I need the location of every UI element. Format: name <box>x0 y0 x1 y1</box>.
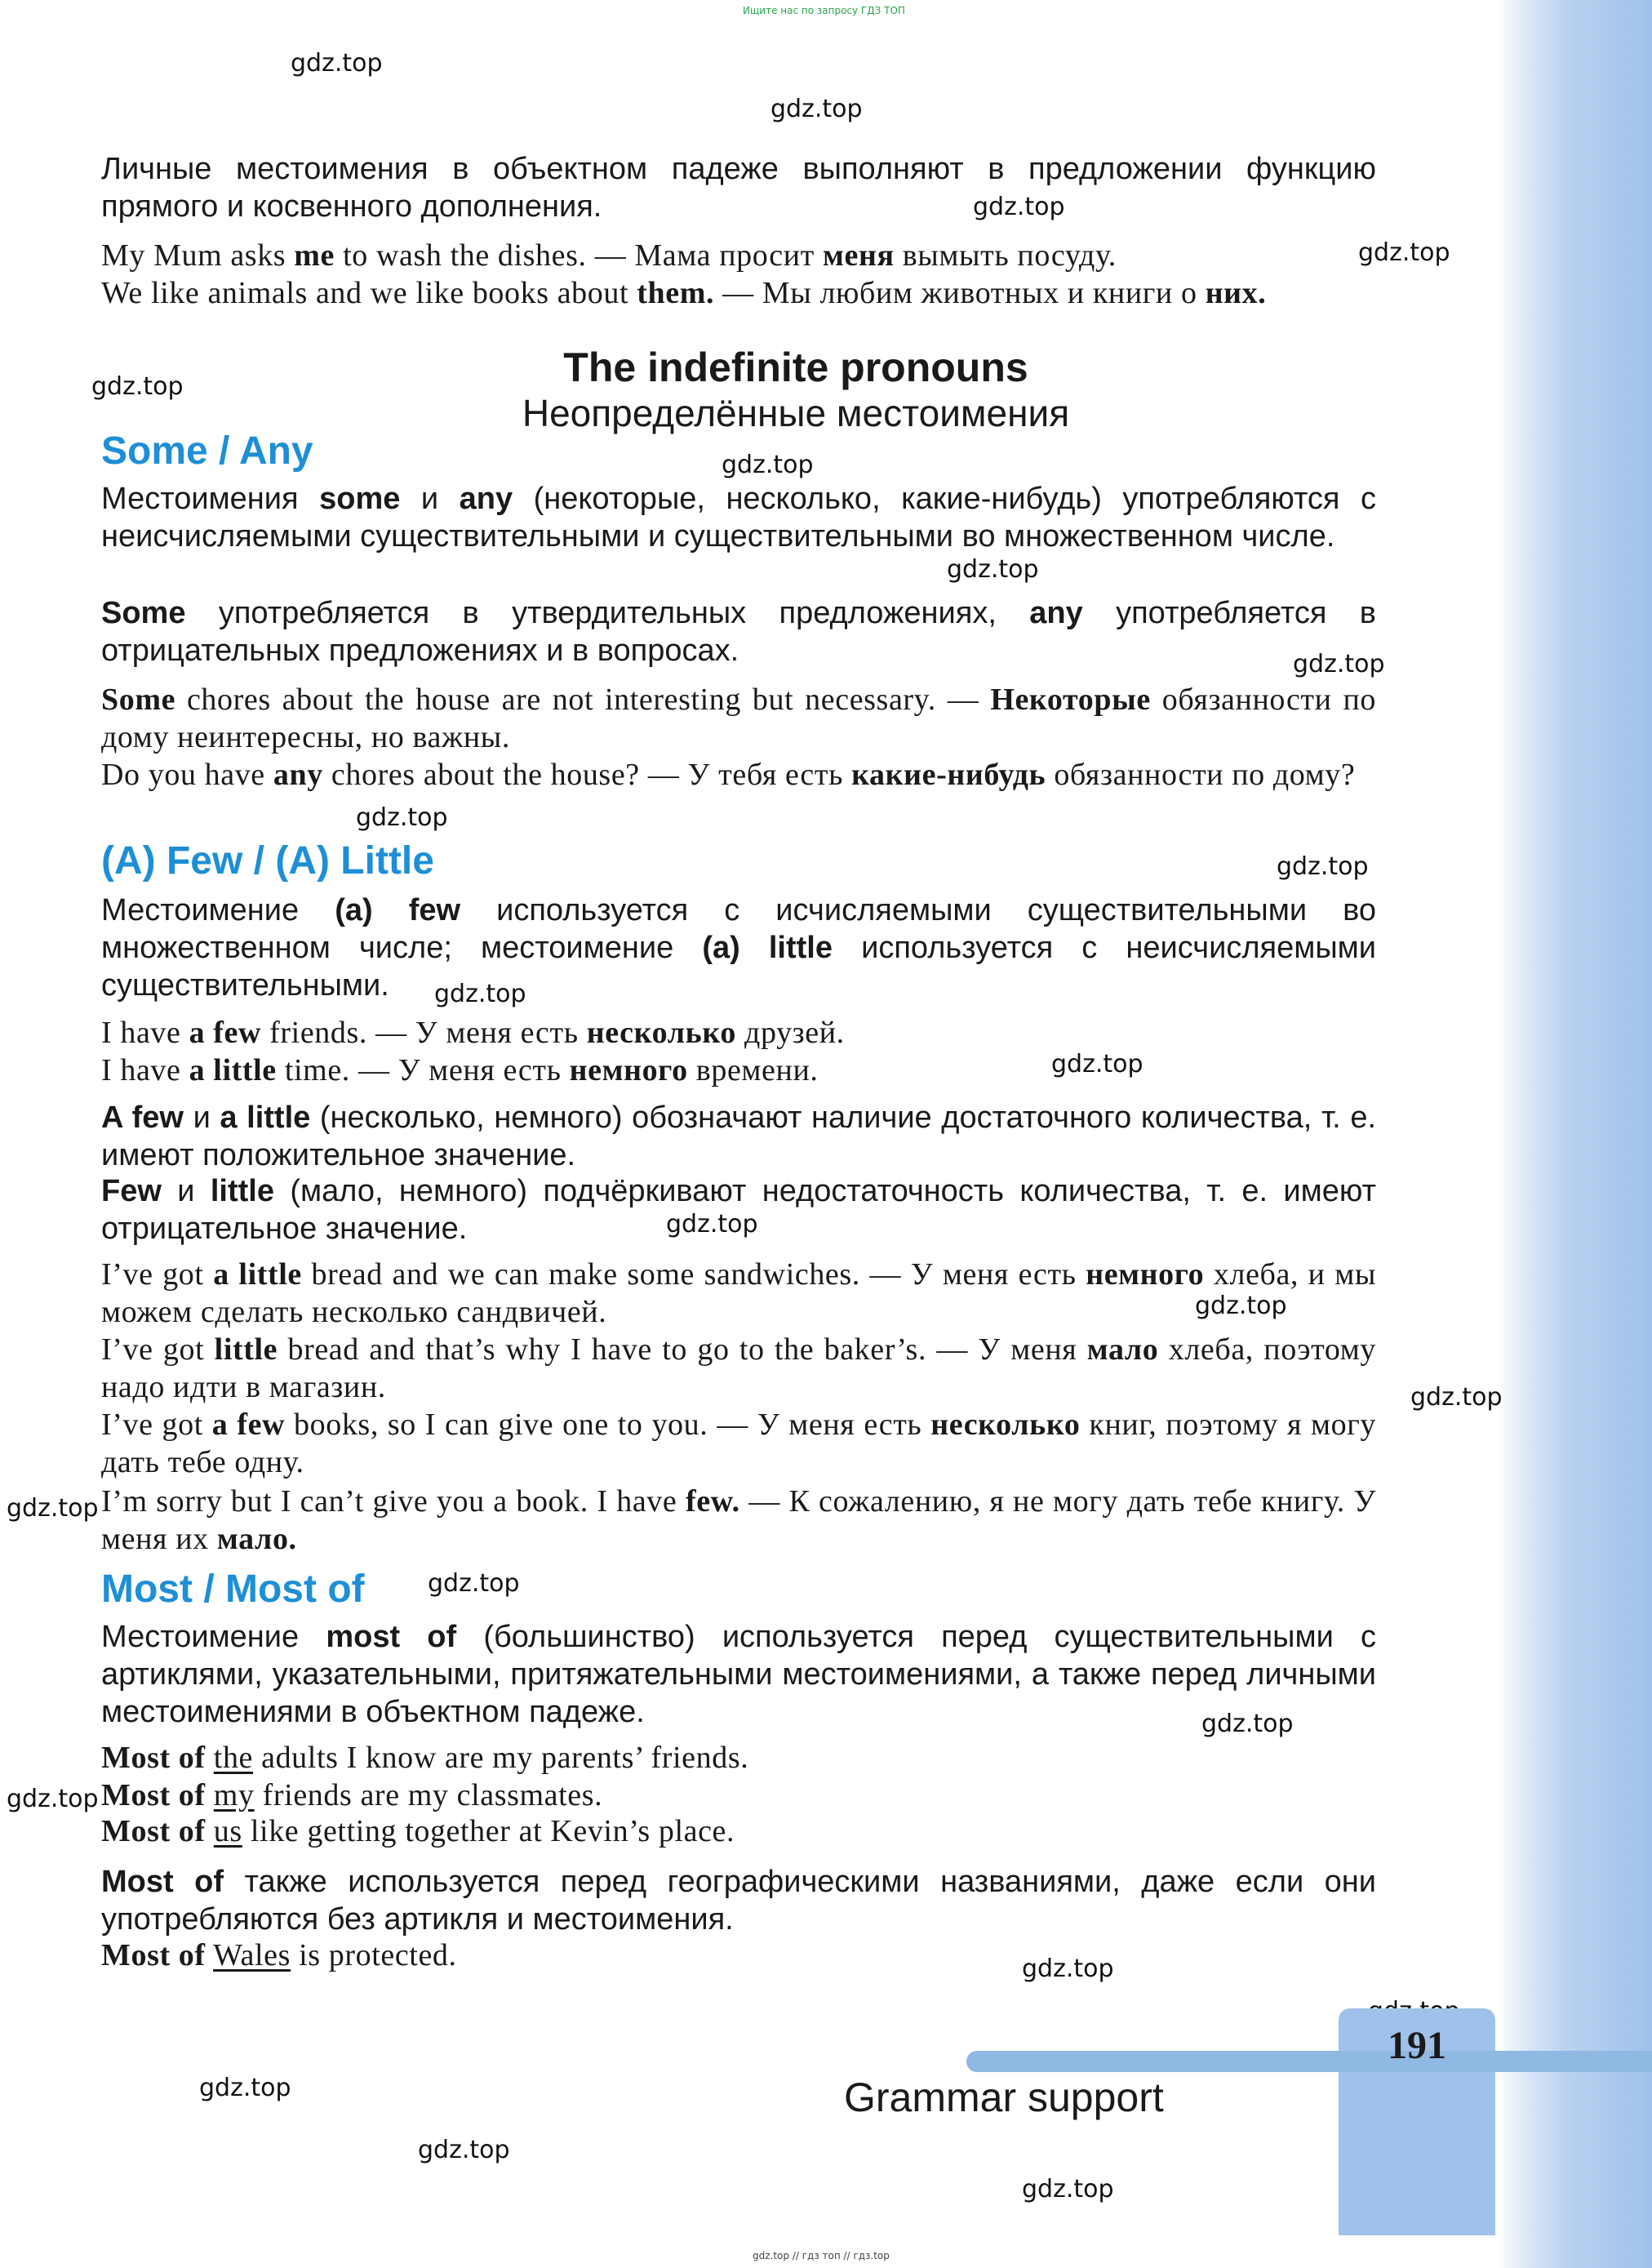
example-sentence: I’ve got a little bread and we can make some sandwiches. — У меня есть немного хлеба, и мы можем сделать несколько сандвичей. <box>101 1257 1376 1329</box>
watermark: gdz.top <box>722 451 814 479</box>
watermark: gdz.top <box>770 95 863 123</box>
intro-paragraph: Личные местоимения в объектном падеже выполняют в предложении функцию прямого и косвенного дополнения. <box>101 152 1376 224</box>
example-sentence: Some chores about the house are not interesting but necessary. — Некоторые обязанности по дому неинтересны, но важны. <box>101 683 1376 754</box>
section-title-some-any: Some / Any <box>101 429 313 473</box>
watermark: gdz.top <box>1022 1954 1114 1983</box>
section-title-few-little: (A) Few / (A) Little <box>101 839 434 883</box>
example-sentence: I have a little time. — У меня есть немного времени. <box>101 1053 819 1087</box>
page-number: 191 <box>1388 2024 1446 2067</box>
watermark: gdz.top <box>1293 650 1385 678</box>
example-sentence: Do you have any chores about the house? — У тебя есть какие-нибудь обязанности по дому? <box>101 758 1356 792</box>
watermark: gdz.top <box>1277 852 1369 881</box>
bottom-banner: gdz.top // гдз топ // гдз.top <box>753 2250 890 2261</box>
page-edge-band <box>1497 0 1652 2268</box>
watermark: gdz.top <box>1201 1710 1294 1738</box>
rule-paragraph: Местоимение most of (большинство) используется перед существительными с артиклями, указательными, притяжательными местоимениями, а также перед личными местоимениями в объектном падеже. <box>101 1620 1376 1729</box>
example-sentence: We like animals and we like books about them. — Мы любим животных и книги о них. <box>101 276 1267 310</box>
rule-paragraph: A few и a little (несколько, немного) обозначают наличие достаточного количества, т. е. имеют положительное значение. <box>101 1101 1377 1172</box>
watermark: gdz.top <box>7 1785 99 1813</box>
watermark: gdz.top <box>1358 238 1450 267</box>
section-title-most: Most / Most of <box>101 1568 365 1611</box>
example-sentence: I’ve got a few books, so I can give one to you. — У меня есть несколько книг, поэтому я могу дать тебе одну. <box>101 1407 1376 1479</box>
example-sentence: Most of my friends are my classmates. <box>101 1778 603 1812</box>
watermark: gdz.top <box>1195 1292 1287 1320</box>
watermark: gdz.top <box>199 2074 291 2102</box>
watermark: gdz.top <box>428 1569 520 1598</box>
watermark: gdz.top <box>356 803 448 832</box>
watermark: gdz.top <box>7 1494 99 1523</box>
watermark: gdz.top <box>418 2136 510 2164</box>
watermark: gdz.top <box>947 555 1039 584</box>
page-heading: The indefinite pronouns <box>563 345 1028 390</box>
example-sentence: My Mum asks me to wash the dishes. — Мама просит меня вымыть посуду. <box>101 238 1117 273</box>
watermark: gdz.top <box>291 49 383 78</box>
rule-paragraph: Местоимение (a) few используется с исчисляемыми существительными во множественном числе; местоимение (a) little используется с неисчисляемыми существительными. <box>101 893 1376 1003</box>
example-sentence: Most of the adults I know are my parents’ friends. <box>101 1741 749 1775</box>
example-sentence: I’m sorry but I can’t give you a book. I have few. — К сожалению, я не могу дать тебе книгу. У меня их мало. <box>101 1484 1376 1556</box>
example-sentence: Most of us like getting together at Kevin’s place. <box>101 1814 735 1848</box>
watermark: gdz.top <box>1022 2175 1114 2204</box>
watermark: gdz.top <box>1051 1050 1144 1078</box>
rule-paragraph: Most of также используется перед географическими названиями, даже если они употребляются без артикля и местоимения. <box>101 1865 1376 1937</box>
footer-bar <box>966 2051 1652 2072</box>
rule-paragraph: Some употребляется в утвердительных предложениях, any употребляется в отрицательных предложениях и в вопросах. <box>101 596 1376 668</box>
page-subheading: Неопределённые местоимения <box>522 392 1070 434</box>
rule-paragraph: Few и little (мало, немного) подчёркивают недостаточность количества, т. е. имеют отрицательное значение. <box>101 1174 1376 1246</box>
watermark: gdz.top <box>91 372 184 401</box>
example-sentence: I have a few friends. — У меня есть несколько друзей. <box>101 1016 845 1050</box>
top-banner: Ищите нас по запросу ГДЗ ТОП <box>743 5 905 16</box>
footer-section-title: Grammar support <box>844 2075 1164 2120</box>
example-sentence: I’ve got little bread and that’s why I have to go to the baker’s. — У меня мало хлеба, поэтому надо идти в магазин. <box>101 1332 1376 1404</box>
watermark: gdz.top <box>1410 1383 1503 1412</box>
watermark: gdz.top <box>666 1210 758 1239</box>
watermark: gdz.top <box>434 980 526 1008</box>
rule-paragraph: Местоимения some и any (некоторые, несколько, какие-нибудь) употребляются с неисчисляемыми существительными и существительными во множественном числе. <box>101 482 1376 554</box>
watermark: gdz.top <box>973 193 1065 221</box>
example-sentence: Most of Wales is protected. <box>101 1938 457 1972</box>
